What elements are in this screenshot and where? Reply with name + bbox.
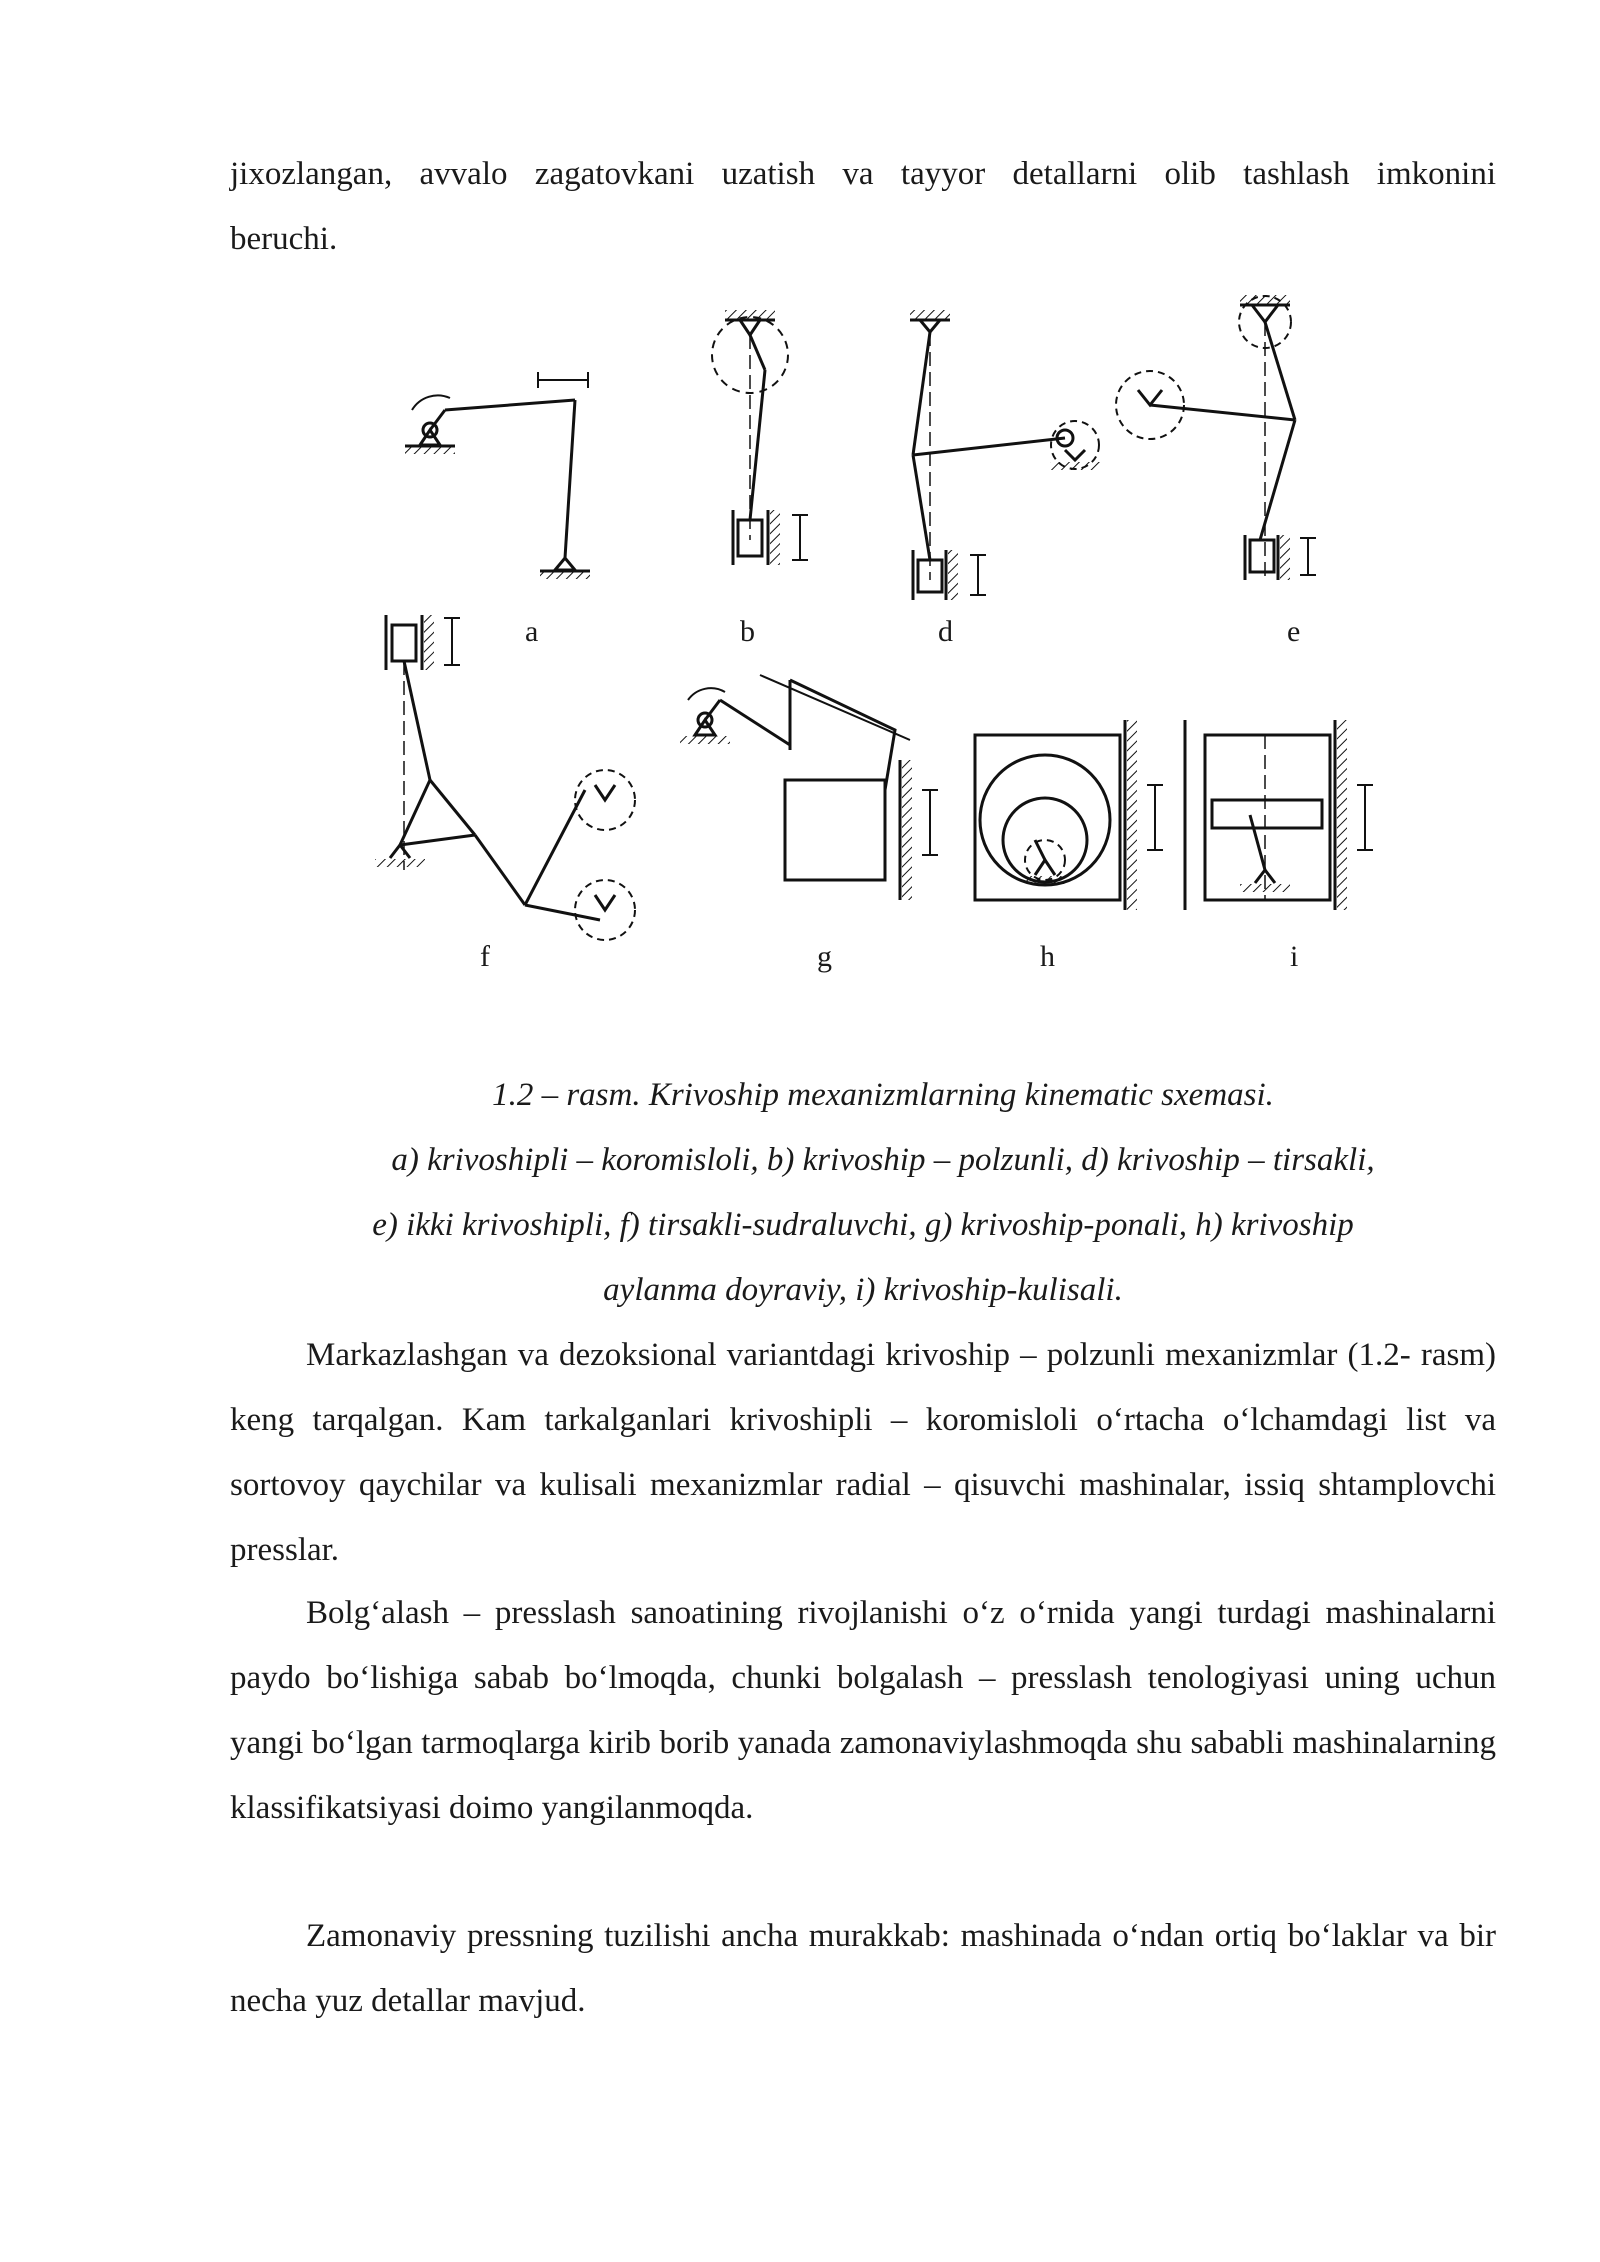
label-h: h [1040, 940, 1055, 973]
label-f: f [480, 940, 490, 973]
intro-line-2: beruchi. [230, 221, 338, 257]
scheme-a [405, 372, 590, 579]
label-d: d [938, 615, 953, 648]
mechanism-diagrams [340, 280, 1420, 1000]
intro-line-1: jixozlangan, avvalo zagatovkani uzatish va tayyor detallarni olib tashlash imkonini [230, 156, 1496, 192]
figure-caption-line-2: a) krivoshipli – koromisloli, b) krivoship – polzunli, d) krivoship – tirsakli, [391, 1142, 1375, 1178]
scheme-b [712, 310, 808, 565]
body-paragraph-3: Zamonaviy pressning tuzilishi ancha murakkab: mashinada o‘ndan ortiq bo‘laklar va bir necha yuz detallar mavjud. [230, 1918, 1496, 2019]
scheme-h [975, 720, 1163, 910]
scheme-e [1116, 295, 1316, 580]
figure-caption-line-3: e) ikki krivoshipli, f) tirsakli-sudraluvchi, g) krivoship-ponali, h) krivoship [372, 1207, 1354, 1243]
label-i: i [1290, 940, 1299, 973]
label-e: e [1287, 615, 1301, 648]
scheme-d [910, 310, 1100, 600]
scheme-g [680, 675, 938, 900]
scheme-f [375, 615, 635, 940]
label-a: a [525, 615, 539, 648]
label-g: g [817, 940, 832, 973]
body-paragraph-1: Markazlashgan va dezoksional variantdagi krivoship – polzunli mexanizmlar (1.2- rasm) keng tarqalgan. Kam tarkalganlari krivoshipli – koromisloli o‘rtacha o‘lchamdagi list va sortovoy qaychilar va kulisali mexanizmlar radial – qisuvchi mashinalar, issiq shtamplovchi presslar. [230, 1337, 1496, 1568]
figure-caption-title: 1.2 – rasm. Krivoship mexanizmlarning kinematic sxemasi. [492, 1077, 1274, 1113]
scheme-i [1185, 720, 1373, 910]
kinematic-schemes-figure [340, 280, 1420, 1000]
body-paragraph-2: Bolg‘alash – presslash sanoatining rivojlanishi o‘z o‘rnida yangi turdagi mashinalarni paydo bo‘lishiga sabab bo‘lmoqda, chunki bolgalash – presslash tenologiyasi uning uchun yangi bo‘lgan tarmoqlarga kirib borib yanada zamonaviylashmoqda shu sababli mashinalarning klassifikatsiyasi doimo yangilanmoqda. [230, 1595, 1496, 1826]
label-b: b [740, 615, 755, 648]
figure-caption-line-4: aylanma doyraviy, i) krivoship-kulisali. [603, 1272, 1123, 1308]
